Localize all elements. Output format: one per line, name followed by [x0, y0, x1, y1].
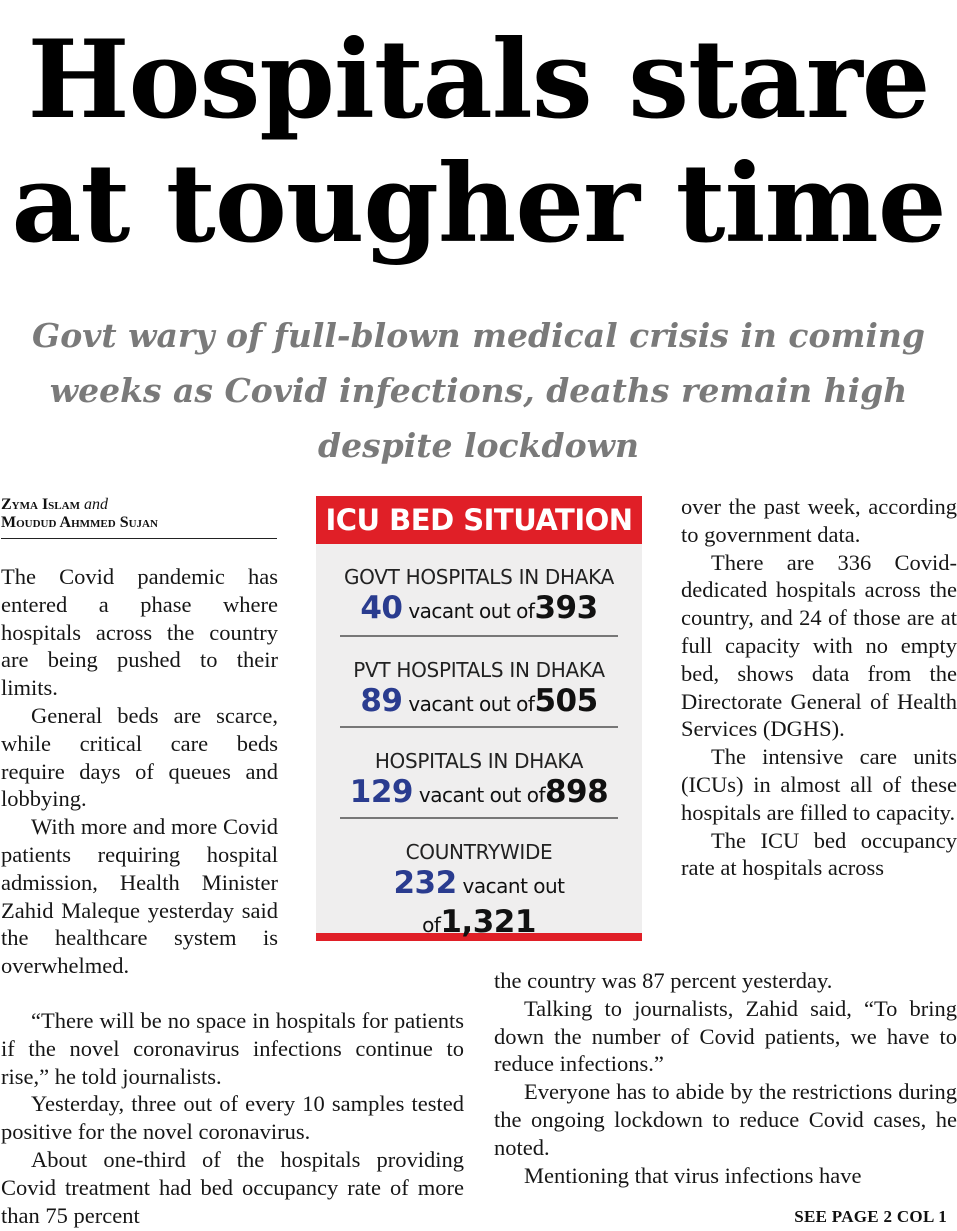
subheadline: [10, 308, 947, 473]
stat-vacant: 129: [349, 774, 414, 810]
paragraph: Talking to journalists, Zahid said, “To bring down the number of Covid patients, we have to reduce infections.”: [494, 995, 957, 1077]
stat-total: 898: [544, 774, 609, 810]
stat-total: 1,321: [440, 904, 536, 940]
paragraph: the country was 87 percent yesterday.: [494, 968, 833, 993]
article-column-bottom-right: [494, 967, 957, 1189]
stat-pvt-dhaka: [340, 635, 618, 726]
stat-label: HOSPITALS IN DHAKA: [374, 749, 584, 773]
stat-vacant: 40: [360, 590, 403, 626]
byline-conjunction: and: [83, 496, 108, 513]
paragraph: About one-third of the hospitals providing Covid treatment had bed occupancy rate of more than 75 percent: [1, 1146, 464, 1228]
icu-bed-infobox: [316, 496, 642, 941]
stat-label: COUNTRYWIDE: [405, 840, 553, 864]
paragraph: “There will be no space in hospitals for patients if the novel coronavirus infections continue to rise,” he told journalists.: [1, 1008, 464, 1089]
stat-connector: vacant out of: [408, 692, 535, 716]
continuation-jump[interactable]: SEE PAGE 2 COL 1: [794, 1207, 947, 1226]
stat-connector: vacant out of: [422, 874, 565, 937]
stat-label: PVT HOSPITALS IN DHAKA: [353, 658, 605, 682]
paragraph: Mentioning that virus infections have: [524, 1162, 862, 1188]
stat-connector: vacant out of: [408, 599, 535, 623]
stat-countrywide: [340, 817, 618, 940]
headline-line-2: at tougher time: [11, 141, 946, 267]
stat-vacant: 89: [360, 683, 403, 719]
paragraph: Everyone has to abide by the restrictions during the ongoing lockdown to reduce Covid cases, he noted.: [494, 1079, 957, 1160]
stat-total: 505: [534, 683, 598, 719]
byline-author-1: Zyma Islam: [1, 496, 80, 513]
stat-label: GOVT HOSPITALS IN DHAKA: [343, 565, 614, 589]
infobox-title: ICU BED SITUATION: [316, 496, 642, 544]
paragraph: The ICU bed occupancy rate at hospitals across: [681, 827, 957, 881]
paragraph: General beds are scarce, while critical care beds require days of queues and lobbying.: [1, 702, 278, 812]
byline-author-2: Moudud Ahmmed Sujan: [1, 514, 158, 531]
stat-vacant: 232: [393, 865, 457, 901]
stat-total: 393: [534, 590, 598, 626]
subheadline-line-3: despite lockdown: [318, 426, 639, 465]
stat-govt-dhaka: [340, 544, 618, 635]
article-column-bottom-left: [1, 1007, 464, 1229]
stat-connector: vacant out of: [418, 783, 545, 807]
headline-line-1: Hospitals stare: [27, 17, 930, 143]
paragraph: With more and more Covid patients requiring hospital admission, Health Minister Zahid Maleque yesterday said the healthcare system is overwhelmed.: [1, 814, 278, 979]
paragraph: Yesterday, three out of every 10 samples tested positive for the novel coronavirus.: [1, 1091, 464, 1145]
byline: [1, 496, 277, 539]
subheadline-line-2: weeks as Covid infections, deaths remain high: [49, 371, 908, 410]
article-column-right: [681, 493, 957, 882]
paragraph: The Covid pandemic has entered a phase where hospitals across the country are being pushed to their limits.: [1, 564, 278, 701]
paragraph: over the past week, according to government data.: [681, 494, 957, 547]
paragraph: There are 336 Covid-dedicated hospitals across the country, and 24 of those are at full capacity with no empty bed, shows data from the Directorate General of Health Services (DGHS).: [681, 549, 957, 742]
stat-all-dhaka: [340, 726, 618, 817]
subheadline-line-1: Govt wary of full-blown medical crisis in coming: [32, 316, 925, 355]
article-column-left: [1, 563, 278, 980]
headline: [0, 18, 957, 266]
paragraph: The intensive care units (ICUs) in almost all of these hospitals are filled to capacity.: [681, 744, 957, 825]
